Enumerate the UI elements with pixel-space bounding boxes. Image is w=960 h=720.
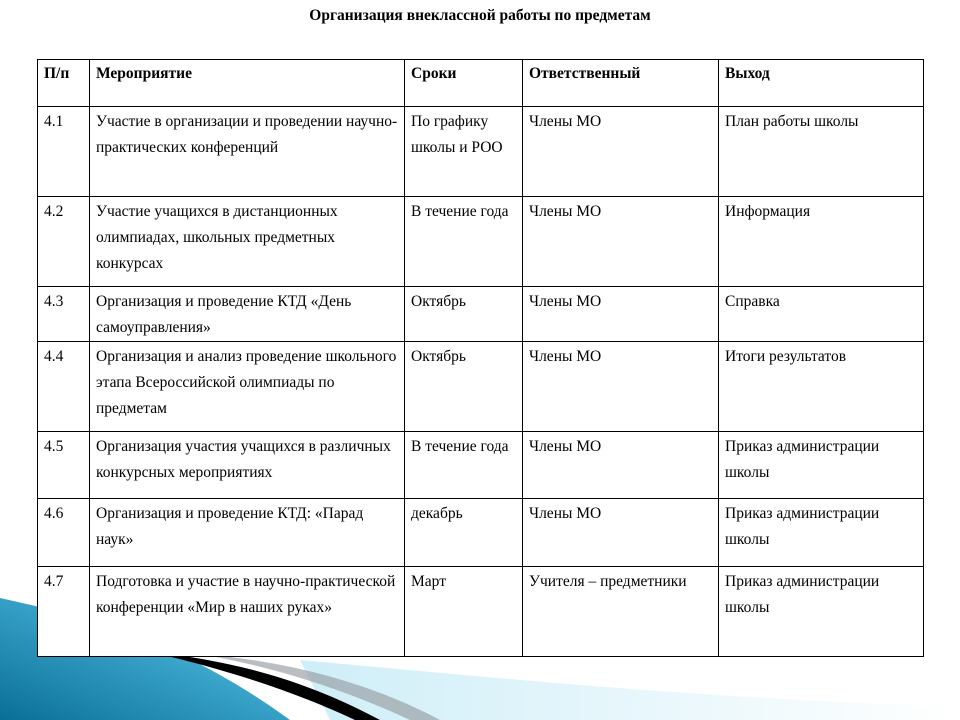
cell-number: 4.3 xyxy=(38,287,90,342)
cell-dates: По графику школы и РОО xyxy=(405,107,523,197)
header-output: Выход xyxy=(719,60,924,107)
cell-responsible: Члены МО xyxy=(523,342,719,432)
cell-responsible: Учителя – предметники xyxy=(523,567,719,657)
cell-dates: Октябрь xyxy=(405,287,523,342)
table-header-row xyxy=(38,60,924,107)
cell-output: Информация xyxy=(719,197,924,287)
cell-event: Участие в организации и проведении научно-практических конференций xyxy=(90,107,405,197)
activities-table xyxy=(37,59,924,657)
cell-output: Итоги результатов xyxy=(719,342,924,432)
header-responsible: Ответственный xyxy=(523,60,719,107)
cell-number: 4.2 xyxy=(38,197,90,287)
cell-number: 4.4 xyxy=(38,342,90,432)
cell-event: Подготовка и участие в научно-практической конференции «Мир в наших руках» xyxy=(90,567,405,657)
cell-dates: Октябрь xyxy=(405,342,523,432)
header-event: Мероприятие xyxy=(90,60,405,107)
cell-output: Справка xyxy=(719,287,924,342)
header-dates: Сроки xyxy=(405,60,523,107)
slide-title: Организация внеклассной работы по предметам xyxy=(309,7,651,24)
cell-output: Приказ администрации школы xyxy=(719,499,924,567)
cell-dates: В течение года xyxy=(405,432,523,499)
cell-dates: В течение года xyxy=(405,197,523,287)
cell-output: Приказ администрации школы xyxy=(719,567,924,657)
cell-number: 4.6 xyxy=(38,499,90,567)
cell-event: Организация участия учащихся в различных конкурсных мероприятиях xyxy=(90,432,405,499)
cell-responsible: Члены МО xyxy=(523,499,719,567)
table-row xyxy=(38,287,924,342)
cell-event: Организация и проведение КТД «День самоуправления» xyxy=(90,287,405,342)
table-row xyxy=(38,499,924,567)
cell-event: Организация и анализ проведение школьного этапа Всероссийской олимпиады по предметам xyxy=(90,342,405,432)
cell-output: Приказ администрации школы xyxy=(719,432,924,499)
table-row xyxy=(38,197,924,287)
table-row xyxy=(38,342,924,432)
cell-dates: декабрь xyxy=(405,499,523,567)
cell-output: План работы школы xyxy=(719,107,924,197)
cell-responsible: Члены МО xyxy=(523,432,719,499)
cell-responsible: Члены МО xyxy=(523,107,719,197)
cell-responsible: Члены МО xyxy=(523,197,719,287)
cell-number: 4.1 xyxy=(38,107,90,197)
header-number: П/п xyxy=(38,60,90,107)
cell-event: Организация и проведение КТД: «Парад наук» xyxy=(90,499,405,567)
cell-responsible: Члены МО xyxy=(523,287,719,342)
cell-dates: Март xyxy=(405,567,523,657)
cell-number: 4.7 xyxy=(38,567,90,657)
cell-event: Участие учащихся в дистанционных олимпиадах, школьных предметных конкурсах xyxy=(90,197,405,287)
table-row xyxy=(38,567,924,657)
cell-number: 4.5 xyxy=(38,432,90,499)
table-row xyxy=(38,432,924,499)
table-row xyxy=(38,107,924,197)
